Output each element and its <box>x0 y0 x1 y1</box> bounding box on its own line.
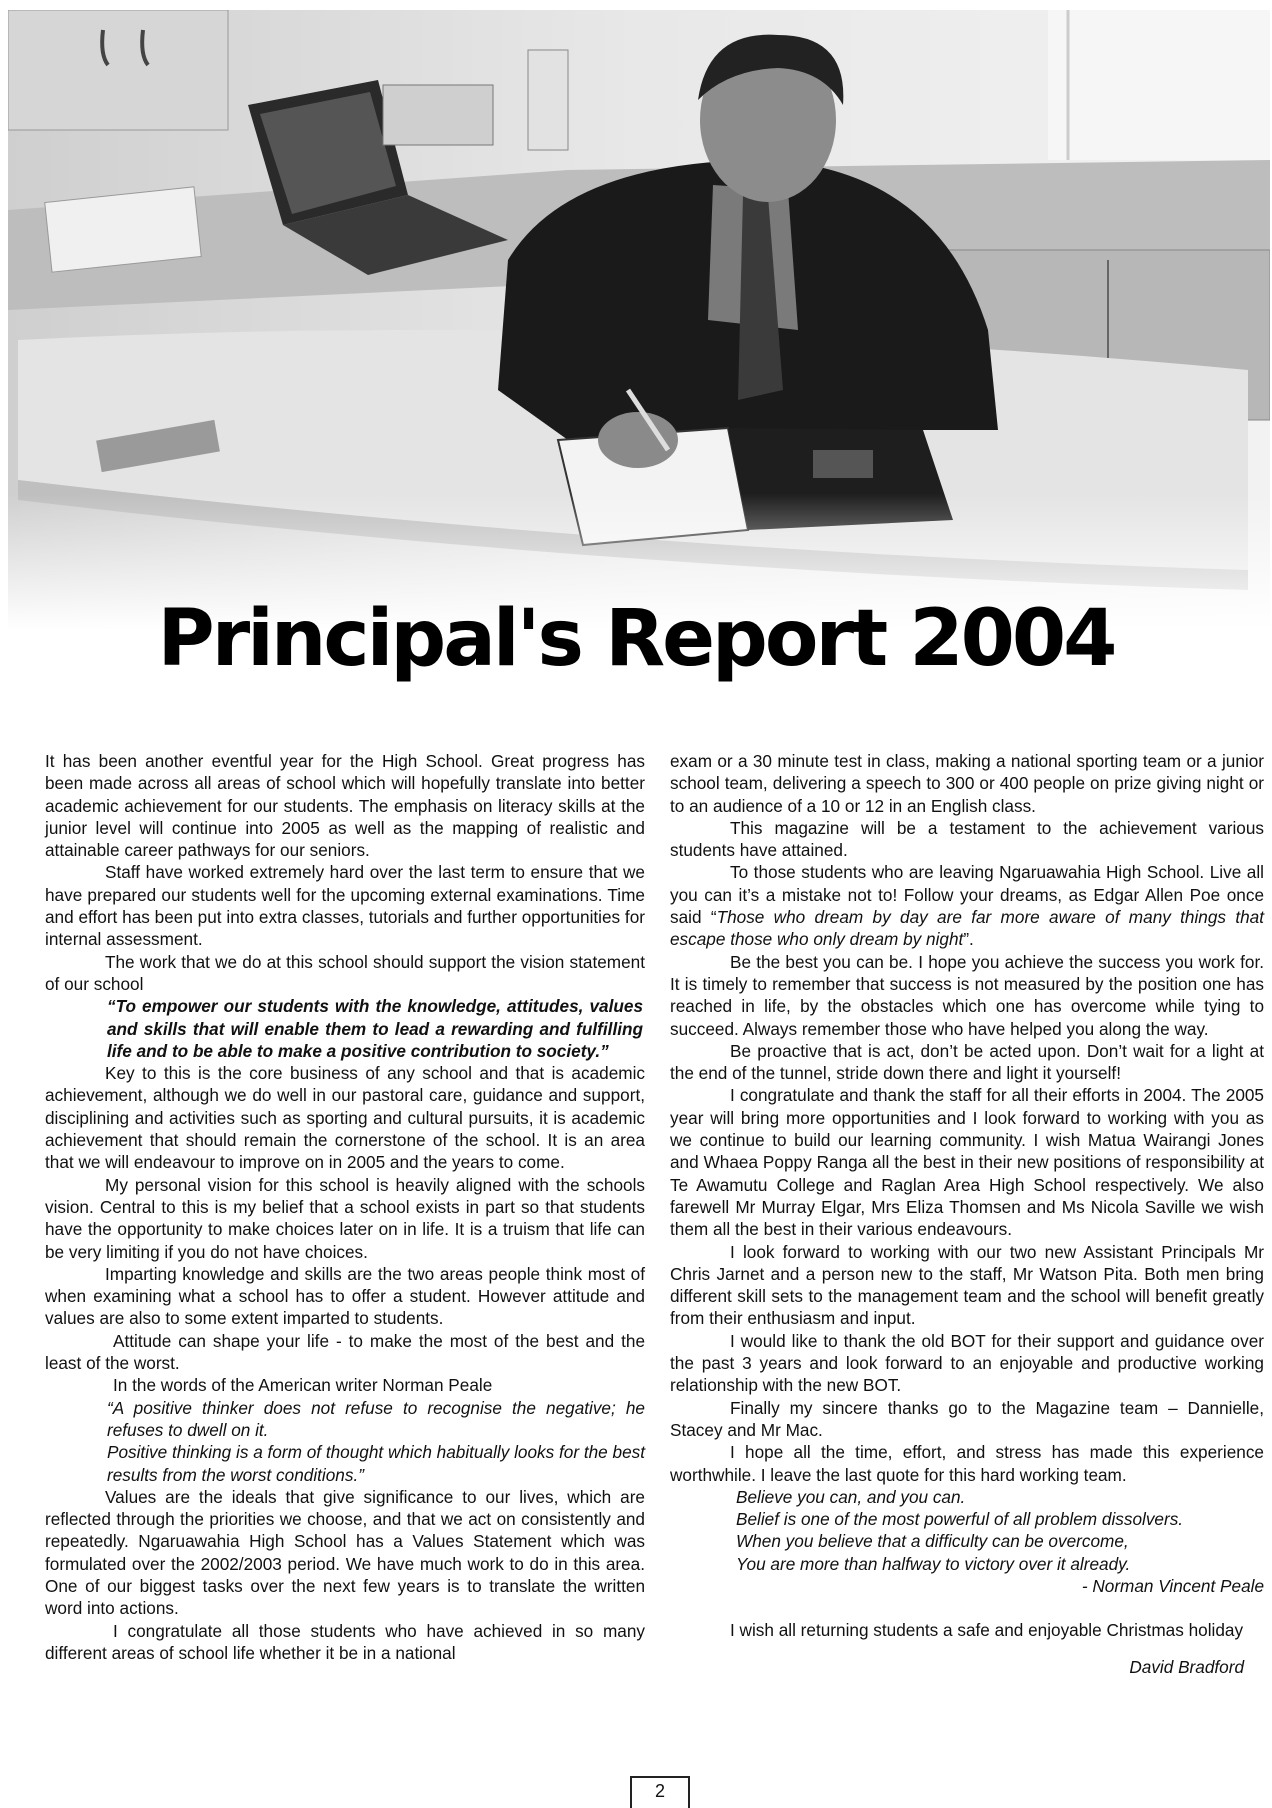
paragraph: exam or a 30 minute test in class, making a national sporting team or a junior school team, delivering a speech to 300 or 400 people on prize giving night or to an audience of a 10 or 12 in an English class. <box>670 751 1264 816</box>
paragraph: Imparting knowledge and skills are the two areas people think most of when examining what a school has to offer a student. However attitude and values are also to some extent imparted to students. <box>45 1263 645 1329</box>
peale-quote: “A positive thinker does not refuse to recognise the negative; he refuses to dwell on it. <box>107 1397 645 1440</box>
signature: David Bradford <box>1129 1656 1244 1677</box>
paragraph: My personal vision for this school is heavily aligned with the schools vision. Central to this is my belief that a school exists in part so that students have the opportunity to make choices later on in life. It is a truism that life can be very limiting if you do not have choices. <box>45 1174 645 1262</box>
spacer <box>670 1597 1264 1619</box>
paragraph: Be proactive that is act, don’t be acted upon. Don’t wait for a light at the end of the tunnel, stride down there and light it yourself! <box>670 1040 1264 1084</box>
poem-attribution: - Norman Vincent Peale <box>1081 1575 1264 1596</box>
principal-photo <box>8 10 1270 630</box>
page-number: 2 <box>630 1776 690 1808</box>
paragraph: In the words of the American writer Norman Peale <box>113 1375 493 1396</box>
paragraph: I wish all returning students a safe and enjoyable Christmas holiday <box>730 1620 1244 1641</box>
paragraph-text: ”. <box>963 929 974 950</box>
paragraph: The work that we do at this school should support the vision statement of our school <box>45 951 645 994</box>
paragraph: Key to this is the core business of any school and that is academic achievement, although we do well in our pastoral care, guidance and support, disciplining and activities such as sporting and cultural pursuits, it is academic achievement that should remain the cornerstone of the school. It is an area that we will endeavour to improve on in 2005 and the years to come. <box>45 1063 645 1173</box>
paragraph: I would like to thank the old BOT for their support and guidance over the past 3 years and look forward to an enjoyable and productive working relationship with the new BOT. <box>670 1330 1264 1396</box>
page-title: Principal's Report 2004 <box>157 594 1115 684</box>
paragraph: I congratulate and thank the staff for all their efforts in 2004. The 2005 year will bring more opportunities and I look forward to working with you as we continue to build our learning community. I wish Matua Wairangi Jones and Whaea Poppy Ranga all the best in their new positions of responsibility at Te Awamutu College and Raglan Area High School respectively. We also farewell Mr Murray Elgar, Mrs Eliza Thomsen and Ms Nicola Saville we wish them all the best in their various endeavours. <box>670 1085 1264 1240</box>
right-column <box>670 750 1264 1678</box>
poem-line: Believe you can, and you can. <box>736 1486 966 1507</box>
vision-statement: “To empower our students with the knowledge, attitudes, values and skills that will enable them to lead a rewarding and fulfilling life and to be able to make a positive contribution to society.” <box>107 996 643 1061</box>
left-column <box>45 750 645 1664</box>
paragraph: This magazine will be a testament to the achievement various students have attained. <box>670 817 1264 861</box>
paragraph: I hope all the time, effort, and stress has made this experience worthwhile. I leave the last quote for this hard working team. <box>670 1442 1264 1485</box>
paragraph: I look forward to working with our two new Assistant Principals Mr Chris Jarnet and a person new to the staff, Mr Watson Pita. Both men bring different skill sets to the management team and the school will benefit greatly from their enthusiasm and input. <box>670 1241 1264 1329</box>
paragraph: Staff have worked extremely hard over the last term to ensure that we have prepared our students well for the upcoming external examinations. Time and effort has been put into extra classes, tutorials and further opportunities for internal assessment. <box>45 862 645 950</box>
poem-line: You are more than halfway to victory over it already. <box>736 1553 1131 1574</box>
paragraph: Values are the ideals that give significance to our lives, which are reflected through the priorities we choose, and that we act on consistently and repeatedly. Ngaruawahia High School has a Values Statement which was formulated over the 2002/2003 period. We have much work to do in this area. One of our biggest tasks over the next few years is to translate the written word into actions. <box>45 1486 645 1619</box>
paragraph: Finally my sincere thanks go to the Magazine team – Dannielle, Stacey and Mr Mac. <box>670 1397 1264 1440</box>
poe-quote: Those who dream by day are far more aware of many things that escape those who only dream by night <box>670 907 1265 950</box>
paragraph-text: To those students who are leaving Ngaruawahia High School. Live all you can it’s a mistake not to! Follow your dreams, as Edgar Allen Poe once said “ <box>670 862 1264 928</box>
poem-line: When you believe that a difficulty can be overcome, <box>736 1531 1129 1552</box>
paragraph <box>670 861 1264 950</box>
paragraph: I congratulate all those students who have achieved in so many different areas of school life whether it be in a national <box>45 1620 645 1663</box>
peale-quote: Positive thinking is a form of thought which habitually looks for the best results from the worst conditions.” <box>107 1442 645 1485</box>
poem-line: Belief is one of the most powerful of all problem dissolvers. <box>736 1509 1184 1530</box>
paragraph: It has been another eventful year for the High School. Great progress has been made across all areas of school which will hopefully translate into better academic achievement for our students. The emphasis on literacy skills at the junior level will continue into 2005 as well as the mapping of realistic and attainable career pathways for our seniors. <box>45 751 645 861</box>
paragraph: Attitude can shape your life - to make the most of the best and the least of the worst. <box>45 1330 645 1374</box>
paragraph: Be the best you can be. I hope you achieve the success you work for. It is timely to remember that success is not measured by the position one has reached in life, by the obstacles which one has overcome while tying to succeed. Always remember those who have helped you along the way. <box>670 951 1264 1039</box>
